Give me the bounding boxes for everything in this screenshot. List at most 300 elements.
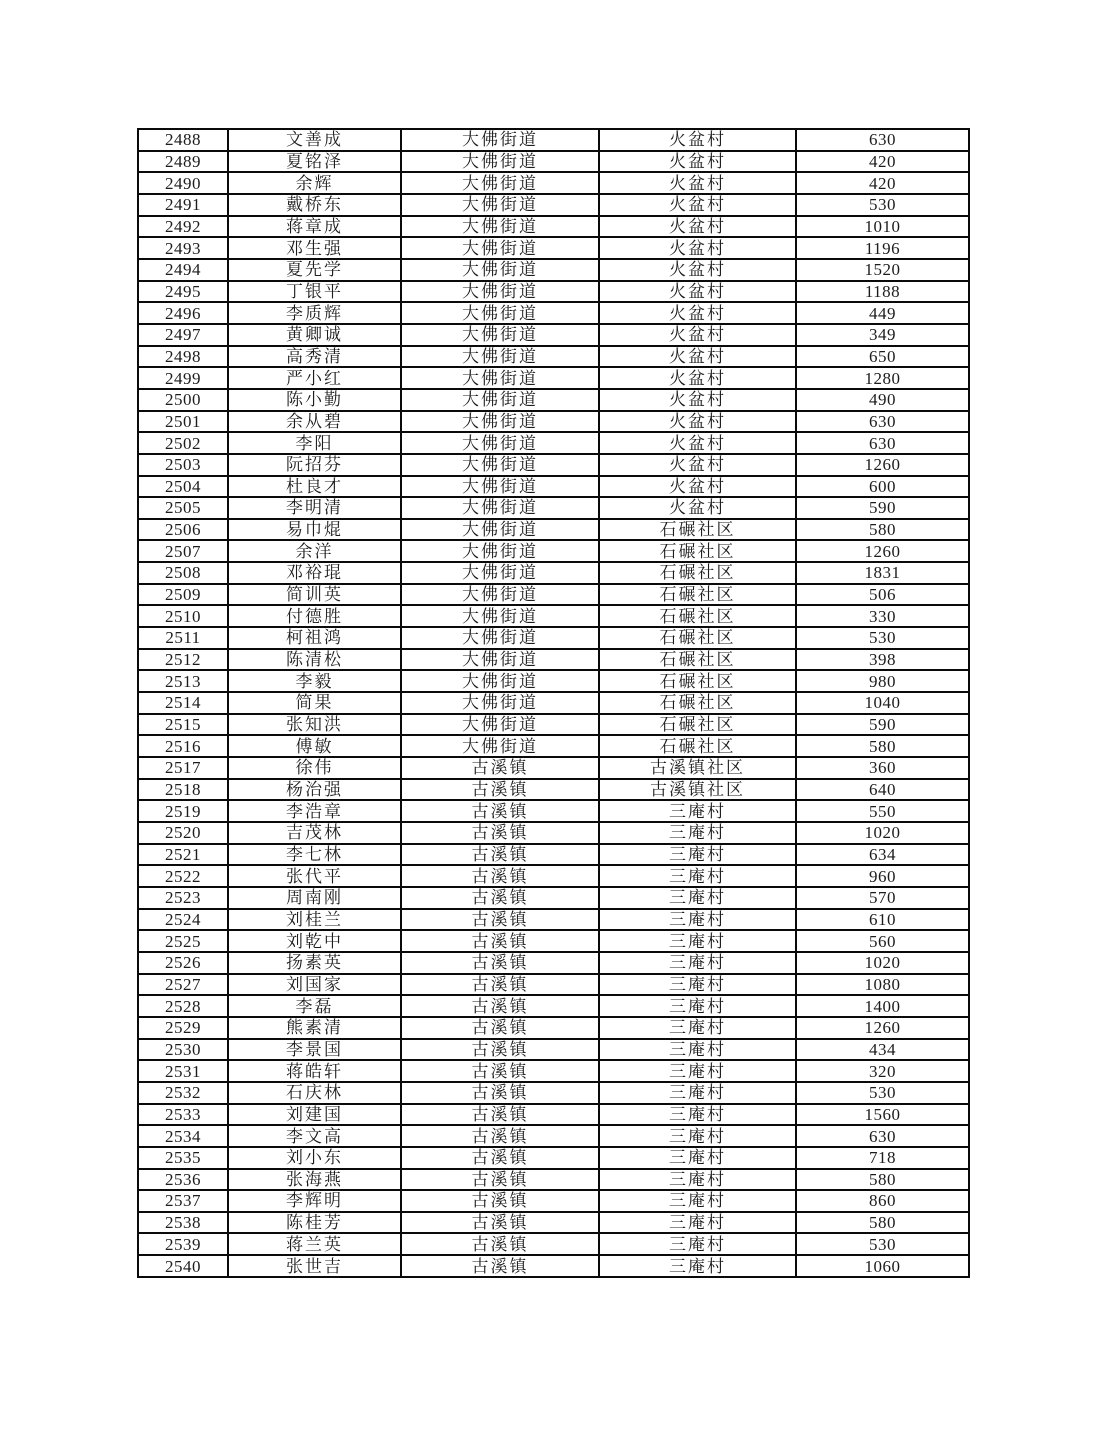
cell-village: 石碾社区 — [599, 649, 796, 671]
cell-amount: 630 — [796, 1125, 969, 1147]
cell-amount: 1020 — [796, 822, 969, 844]
cell-town: 古溪镇 — [401, 1039, 599, 1061]
cell-amount: 718 — [796, 1147, 969, 1169]
cell-amount: 1010 — [796, 216, 969, 238]
cell-village: 三庵村 — [599, 1190, 796, 1212]
cell-name: 邓生强 — [228, 237, 401, 259]
cell-village: 三庵村 — [599, 1039, 796, 1061]
cell-town: 古溪镇 — [401, 974, 599, 996]
cell-id: 2531 — [138, 1060, 228, 1082]
cell-town: 大佛街道 — [401, 735, 599, 757]
cell-village: 三庵村 — [599, 1147, 796, 1169]
cell-amount: 530 — [796, 194, 969, 216]
cell-name: 陈小勤 — [228, 389, 401, 411]
cell-amount: 630 — [796, 411, 969, 433]
cell-id: 2511 — [138, 627, 228, 649]
cell-id: 2522 — [138, 865, 228, 887]
cell-name: 柯祖鸿 — [228, 627, 401, 649]
cell-village: 古溪镇社区 — [599, 757, 796, 779]
cell-town: 大佛街道 — [401, 649, 599, 671]
table-row — [138, 151, 969, 173]
table-row — [138, 237, 969, 259]
cell-id: 2496 — [138, 302, 228, 324]
cell-id: 2510 — [138, 605, 228, 627]
cell-id: 2538 — [138, 1212, 228, 1234]
cell-name: 陈桂芳 — [228, 1212, 401, 1234]
cell-town: 大佛街道 — [401, 584, 599, 606]
cell-name: 石庆林 — [228, 1082, 401, 1104]
table-row — [138, 974, 969, 996]
cell-amount: 1040 — [796, 692, 969, 714]
cell-name: 易巾焜 — [228, 519, 401, 541]
cell-name: 李文高 — [228, 1125, 401, 1147]
cell-name: 余辉 — [228, 172, 401, 194]
cell-id: 2535 — [138, 1147, 228, 1169]
cell-amount: 420 — [796, 151, 969, 173]
cell-name: 张海燕 — [228, 1169, 401, 1191]
cell-name: 李阳 — [228, 432, 401, 454]
cell-id: 2508 — [138, 562, 228, 584]
cell-id: 2490 — [138, 172, 228, 194]
cell-amount: 530 — [796, 627, 969, 649]
cell-village: 三庵村 — [599, 1169, 796, 1191]
cell-amount: 1020 — [796, 952, 969, 974]
cell-amount: 960 — [796, 865, 969, 887]
cell-town: 大佛街道 — [401, 454, 599, 476]
cell-amount: 320 — [796, 1060, 969, 1082]
cell-village: 火盆村 — [599, 194, 796, 216]
table-row — [138, 281, 969, 303]
cell-amount: 1196 — [796, 237, 969, 259]
roster-table-container — [137, 128, 968, 1278]
cell-village: 火盆村 — [599, 411, 796, 433]
cell-village: 石碾社区 — [599, 670, 796, 692]
cell-village: 三庵村 — [599, 844, 796, 866]
cell-town: 古溪镇 — [401, 1147, 599, 1169]
cell-town: 古溪镇 — [401, 1104, 599, 1126]
cell-amount: 550 — [796, 800, 969, 822]
cell-name: 熊素清 — [228, 1017, 401, 1039]
table-row — [138, 497, 969, 519]
cell-town: 大佛街道 — [401, 129, 599, 151]
cell-name: 戴桥东 — [228, 194, 401, 216]
cell-village: 火盆村 — [599, 367, 796, 389]
cell-name: 夏铭泽 — [228, 151, 401, 173]
cell-town: 大佛街道 — [401, 519, 599, 541]
cell-id: 2495 — [138, 281, 228, 303]
table-row — [138, 714, 969, 736]
cell-village: 三庵村 — [599, 974, 796, 996]
cell-id: 2533 — [138, 1104, 228, 1126]
cell-name: 丁银平 — [228, 281, 401, 303]
table-row — [138, 844, 969, 866]
cell-id: 2519 — [138, 800, 228, 822]
cell-id: 2520 — [138, 822, 228, 844]
table-row — [138, 1212, 969, 1234]
cell-town: 古溪镇 — [401, 822, 599, 844]
cell-id: 2497 — [138, 324, 228, 346]
cell-town: 古溪镇 — [401, 887, 599, 909]
cell-id: 2513 — [138, 670, 228, 692]
cell-town: 古溪镇 — [401, 909, 599, 931]
cell-village: 三庵村 — [599, 865, 796, 887]
cell-town: 古溪镇 — [401, 1060, 599, 1082]
cell-amount: 434 — [796, 1039, 969, 1061]
cell-village: 火盆村 — [599, 237, 796, 259]
table-row — [138, 519, 969, 541]
cell-name: 刘建国 — [228, 1104, 401, 1126]
cell-name: 文善成 — [228, 129, 401, 151]
cell-town: 大佛街道 — [401, 497, 599, 519]
cell-id: 2527 — [138, 974, 228, 996]
cell-town: 大佛街道 — [401, 411, 599, 433]
cell-town: 古溪镇 — [401, 844, 599, 866]
cell-town: 古溪镇 — [401, 1255, 599, 1277]
cell-id: 2540 — [138, 1255, 228, 1277]
table-row — [138, 454, 969, 476]
cell-town: 大佛街道 — [401, 714, 599, 736]
cell-town: 古溪镇 — [401, 1212, 599, 1234]
cell-amount: 490 — [796, 389, 969, 411]
cell-town: 古溪镇 — [401, 995, 599, 1017]
cell-amount: 360 — [796, 757, 969, 779]
cell-id: 2518 — [138, 779, 228, 801]
cell-amount: 590 — [796, 497, 969, 519]
table-row — [138, 605, 969, 627]
cell-id: 2516 — [138, 735, 228, 757]
cell-amount: 1520 — [796, 259, 969, 281]
cell-id: 2492 — [138, 216, 228, 238]
cell-town: 古溪镇 — [401, 1082, 599, 1104]
cell-amount: 1400 — [796, 995, 969, 1017]
cell-town: 古溪镇 — [401, 757, 599, 779]
cell-amount: 1260 — [796, 1017, 969, 1039]
cell-id: 2534 — [138, 1125, 228, 1147]
table-row — [138, 302, 969, 324]
cell-town: 大佛街道 — [401, 216, 599, 238]
cell-amount: 634 — [796, 844, 969, 866]
table-row — [138, 216, 969, 238]
table-row — [138, 779, 969, 801]
cell-id: 2491 — [138, 194, 228, 216]
cell-amount: 580 — [796, 519, 969, 541]
cell-village: 三庵村 — [599, 1255, 796, 1277]
cell-name: 李磊 — [228, 995, 401, 1017]
cell-id: 2529 — [138, 1017, 228, 1039]
table-row — [138, 909, 969, 931]
cell-id: 2504 — [138, 476, 228, 498]
cell-id: 2499 — [138, 367, 228, 389]
cell-amount: 449 — [796, 302, 969, 324]
cell-village: 火盆村 — [599, 346, 796, 368]
cell-amount: 1060 — [796, 1255, 969, 1277]
cell-id: 2517 — [138, 757, 228, 779]
table-row — [138, 735, 969, 757]
cell-name: 刘桂兰 — [228, 909, 401, 931]
cell-name: 余从碧 — [228, 411, 401, 433]
cell-town: 大佛街道 — [401, 540, 599, 562]
cell-village: 三庵村 — [599, 1082, 796, 1104]
cell-amount: 349 — [796, 324, 969, 346]
cell-town: 古溪镇 — [401, 865, 599, 887]
cell-name: 吉茂林 — [228, 822, 401, 844]
cell-amount: 1188 — [796, 281, 969, 303]
cell-id: 2530 — [138, 1039, 228, 1061]
cell-village: 火盆村 — [599, 476, 796, 498]
cell-amount: 580 — [796, 1212, 969, 1234]
cell-name: 杨治强 — [228, 779, 401, 801]
cell-name: 陈清松 — [228, 649, 401, 671]
table-row — [138, 411, 969, 433]
table-row — [138, 1190, 969, 1212]
cell-id: 2514 — [138, 692, 228, 714]
cell-amount: 330 — [796, 605, 969, 627]
table-row — [138, 1017, 969, 1039]
cell-amount: 398 — [796, 649, 969, 671]
table-row — [138, 367, 969, 389]
cell-id: 2525 — [138, 930, 228, 952]
table-row — [138, 692, 969, 714]
table-row — [138, 1039, 969, 1061]
cell-village: 石碾社区 — [599, 605, 796, 627]
cell-town: 古溪镇 — [401, 930, 599, 952]
cell-village: 火盆村 — [599, 324, 796, 346]
table-row — [138, 129, 969, 151]
cell-id: 2524 — [138, 909, 228, 931]
cell-village: 古溪镇社区 — [599, 779, 796, 801]
cell-name: 刘乾中 — [228, 930, 401, 952]
table-row — [138, 389, 969, 411]
cell-amount: 610 — [796, 909, 969, 931]
table-row — [138, 952, 969, 974]
cell-village: 火盆村 — [599, 259, 796, 281]
cell-village: 三庵村 — [599, 1125, 796, 1147]
table-row — [138, 346, 969, 368]
cell-name: 李质辉 — [228, 302, 401, 324]
cell-name: 李毅 — [228, 670, 401, 692]
table-row — [138, 1125, 969, 1147]
cell-name: 李明清 — [228, 497, 401, 519]
cell-village: 火盆村 — [599, 497, 796, 519]
table-row — [138, 259, 969, 281]
cell-town: 大佛街道 — [401, 151, 599, 173]
cell-name: 付德胜 — [228, 605, 401, 627]
cell-town: 大佛街道 — [401, 627, 599, 649]
cell-name: 蒋兰英 — [228, 1233, 401, 1255]
cell-town: 古溪镇 — [401, 1190, 599, 1212]
cell-town: 大佛街道 — [401, 302, 599, 324]
cell-id: 2500 — [138, 389, 228, 411]
cell-id: 2488 — [138, 129, 228, 151]
cell-village: 三庵村 — [599, 995, 796, 1017]
cell-town: 大佛街道 — [401, 605, 599, 627]
cell-town: 古溪镇 — [401, 952, 599, 974]
table-row — [138, 194, 969, 216]
table-row — [138, 649, 969, 671]
cell-id: 2509 — [138, 584, 228, 606]
cell-amount: 1560 — [796, 1104, 969, 1126]
cell-name: 蒋章成 — [228, 216, 401, 238]
cell-amount: 1260 — [796, 540, 969, 562]
cell-town: 大佛街道 — [401, 367, 599, 389]
cell-village: 石碾社区 — [599, 584, 796, 606]
table-row — [138, 324, 969, 346]
cell-amount: 1831 — [796, 562, 969, 584]
cell-amount: 860 — [796, 1190, 969, 1212]
cell-name: 李辉明 — [228, 1190, 401, 1212]
cell-name: 简果 — [228, 692, 401, 714]
cell-village: 石碾社区 — [599, 714, 796, 736]
cell-id: 2537 — [138, 1190, 228, 1212]
cell-amount: 580 — [796, 1169, 969, 1191]
cell-town: 大佛街道 — [401, 281, 599, 303]
cell-village: 三庵村 — [599, 1104, 796, 1126]
cell-amount: 580 — [796, 735, 969, 757]
table-row — [138, 476, 969, 498]
cell-amount: 506 — [796, 584, 969, 606]
table-row — [138, 172, 969, 194]
table-row — [138, 1147, 969, 1169]
cell-village: 火盆村 — [599, 129, 796, 151]
cell-id: 2515 — [138, 714, 228, 736]
cell-village: 石碾社区 — [599, 692, 796, 714]
cell-village: 火盆村 — [599, 389, 796, 411]
table-row — [138, 627, 969, 649]
cell-amount: 630 — [796, 129, 969, 151]
cell-name: 阮招芬 — [228, 454, 401, 476]
cell-village: 三庵村 — [599, 887, 796, 909]
cell-town: 大佛街道 — [401, 562, 599, 584]
table-row — [138, 865, 969, 887]
cell-village: 三庵村 — [599, 1017, 796, 1039]
cell-town: 大佛街道 — [401, 172, 599, 194]
cell-name: 傅敏 — [228, 735, 401, 757]
cell-id: 2507 — [138, 540, 228, 562]
table-row — [138, 800, 969, 822]
table-row — [138, 562, 969, 584]
cell-amount: 530 — [796, 1082, 969, 1104]
cell-name: 徐伟 — [228, 757, 401, 779]
cell-id: 2498 — [138, 346, 228, 368]
cell-id: 2528 — [138, 995, 228, 1017]
cell-id: 2489 — [138, 151, 228, 173]
cell-amount: 1080 — [796, 974, 969, 996]
cell-name: 严小红 — [228, 367, 401, 389]
cell-name: 高秀清 — [228, 346, 401, 368]
cell-town: 大佛街道 — [401, 692, 599, 714]
cell-village: 火盆村 — [599, 172, 796, 194]
cell-name: 刘国家 — [228, 974, 401, 996]
cell-village: 石碾社区 — [599, 519, 796, 541]
cell-amount: 1280 — [796, 367, 969, 389]
cell-name: 简训英 — [228, 584, 401, 606]
cell-id: 2494 — [138, 259, 228, 281]
cell-town: 大佛街道 — [401, 237, 599, 259]
table-row — [138, 887, 969, 909]
cell-town: 古溪镇 — [401, 1233, 599, 1255]
table-row — [138, 1233, 969, 1255]
table-row — [138, 432, 969, 454]
table-row — [138, 1082, 969, 1104]
cell-town: 大佛街道 — [401, 670, 599, 692]
cell-village: 火盆村 — [599, 151, 796, 173]
table-row — [138, 1060, 969, 1082]
cell-village: 石碾社区 — [599, 540, 796, 562]
table-body — [138, 129, 969, 1277]
cell-name: 李浩章 — [228, 800, 401, 822]
cell-name: 李景国 — [228, 1039, 401, 1061]
cell-village: 三庵村 — [599, 800, 796, 822]
cell-id: 2523 — [138, 887, 228, 909]
cell-amount: 570 — [796, 887, 969, 909]
cell-id: 2536 — [138, 1169, 228, 1191]
cell-name: 张知洪 — [228, 714, 401, 736]
cell-village: 火盆村 — [599, 216, 796, 238]
cell-name: 邓裕琨 — [228, 562, 401, 584]
cell-town: 古溪镇 — [401, 800, 599, 822]
cell-amount: 650 — [796, 346, 969, 368]
cell-name: 夏先学 — [228, 259, 401, 281]
table-row — [138, 1104, 969, 1126]
table-row — [138, 1255, 969, 1277]
cell-town: 大佛街道 — [401, 389, 599, 411]
cell-id: 2532 — [138, 1082, 228, 1104]
cell-name: 李七林 — [228, 844, 401, 866]
cell-village: 三庵村 — [599, 1060, 796, 1082]
table-row — [138, 1169, 969, 1191]
cell-village: 三庵村 — [599, 930, 796, 952]
cell-town: 大佛街道 — [401, 432, 599, 454]
cell-amount: 630 — [796, 432, 969, 454]
cell-village: 三庵村 — [599, 909, 796, 931]
cell-village: 三庵村 — [599, 952, 796, 974]
cell-village: 火盆村 — [599, 281, 796, 303]
table-row — [138, 995, 969, 1017]
cell-amount: 530 — [796, 1233, 969, 1255]
cell-id: 2502 — [138, 432, 228, 454]
cell-name: 张代平 — [228, 865, 401, 887]
cell-village: 石碾社区 — [599, 627, 796, 649]
cell-village: 火盆村 — [599, 454, 796, 476]
cell-town: 大佛街道 — [401, 324, 599, 346]
cell-id: 2501 — [138, 411, 228, 433]
cell-village: 三庵村 — [599, 1212, 796, 1234]
cell-name: 黄卿诚 — [228, 324, 401, 346]
table-row — [138, 540, 969, 562]
cell-name: 杜良才 — [228, 476, 401, 498]
cell-name: 扬素英 — [228, 952, 401, 974]
cell-town: 大佛街道 — [401, 194, 599, 216]
cell-village: 火盆村 — [599, 302, 796, 324]
cell-id: 2521 — [138, 844, 228, 866]
cell-village: 三庵村 — [599, 1233, 796, 1255]
cell-town: 古溪镇 — [401, 1017, 599, 1039]
cell-amount: 420 — [796, 172, 969, 194]
cell-id: 2526 — [138, 952, 228, 974]
cell-name: 周南刚 — [228, 887, 401, 909]
cell-town: 古溪镇 — [401, 1125, 599, 1147]
cell-town: 古溪镇 — [401, 1169, 599, 1191]
cell-village: 石碾社区 — [599, 562, 796, 584]
cell-town: 大佛街道 — [401, 346, 599, 368]
cell-name: 张世吉 — [228, 1255, 401, 1277]
cell-name: 余洋 — [228, 540, 401, 562]
cell-village: 石碾社区 — [599, 735, 796, 757]
cell-town: 大佛街道 — [401, 259, 599, 281]
cell-id: 2539 — [138, 1233, 228, 1255]
cell-amount: 640 — [796, 779, 969, 801]
cell-amount: 590 — [796, 714, 969, 736]
